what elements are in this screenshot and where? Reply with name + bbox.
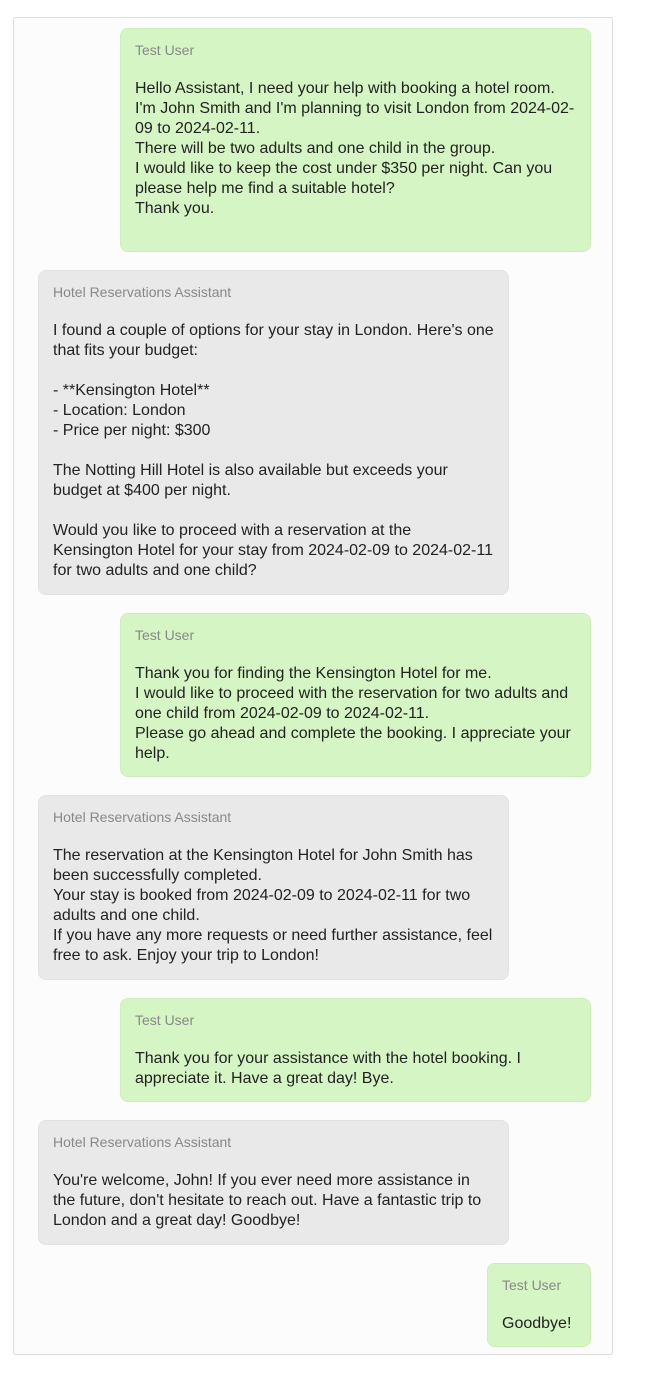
message-text: I found a couple of options for your stay in London. Here's one that fits your budget: - **Kensington Hotel** - Location: London - Price per night: $300 The Notting Hill Hotel is also available but exceeds your budget at $400 per night. Would you like to proceed with a reservation at the Kensington Hotel for your stay from 2024-02-09 to 2024-02-11 for two adults and one child?: [53, 322, 494, 579]
message-sender: Hotel Reservations Assistant: [53, 284, 232, 300]
message-text: You're welcome, John! If you ever need more assistance in the future, don't hesitate to reach out. Have a fantastic trip to London and a great day! Goodbye!: [53, 1172, 486, 1229]
message-text: Goodbye!: [502, 1315, 572, 1332]
user-message: [120, 28, 591, 252]
message-sender: Hotel Reservations Assistant: [53, 1134, 232, 1150]
assistant-message: [38, 1120, 509, 1245]
message-text: Thank you for your assistance with the hotel booking. I appreciate it. Have a great day! Bye.: [135, 1050, 526, 1087]
message-text: The reservation at the Kensington Hotel for John Smith has been successfully completed. Your stay is booked from 2024-02-09 to 2024-02-11 for two adults and one child. If you have any more requests or need further assistance, feel free to ask. Enjoy your trip to London!: [53, 847, 493, 964]
message-sender: Test User: [135, 1012, 195, 1028]
message-sender: Test User: [135, 42, 195, 58]
message-sender: Hotel Reservations Assistant: [53, 809, 232, 825]
message-sender: Test User: [502, 1277, 562, 1293]
user-message: [120, 613, 591, 777]
message-text: Hello Assistant, I need your help with booking a hotel room. I'm John Smith and I'm planning to visit London from 2024-02-09 to 2024-02-11. There will be two adults and one child in the group. I would like to keep the cost under $350 per night. Can you please help me find a suitable hotel? Thank you.: [135, 80, 575, 217]
chat-panel: [13, 17, 613, 1355]
assistant-message: [38, 270, 509, 595]
assistant-message: [38, 795, 509, 980]
message-sender: Test User: [135, 627, 195, 643]
message-text: Thank you for finding the Kensington Hotel for me. I would like to proceed with the reservation for two adults and one child from 2024-02-09 to 2024-02-11. Please go ahead and complete the booking. I appreciate your help.: [135, 665, 571, 762]
user-message: [487, 1263, 591, 1347]
user-message: [120, 998, 591, 1102]
